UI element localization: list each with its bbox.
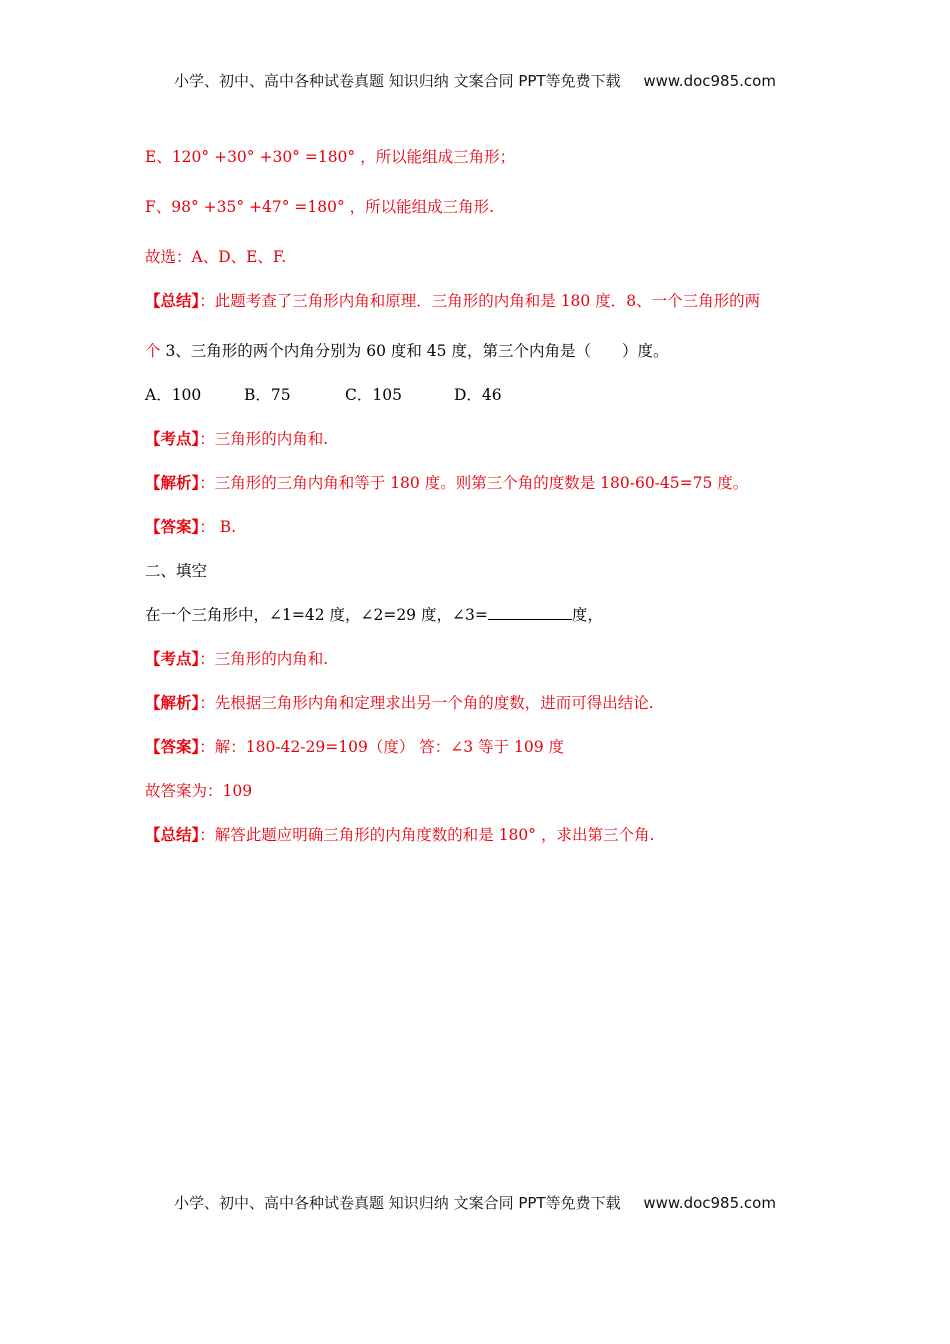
kaodian-1 bbox=[145, 429, 328, 449]
question-text: 3、三角形的两个内角分别为 60 度和 45 度，第三个内角是（ ）度。 bbox=[160, 342, 669, 360]
page-header bbox=[0, 70, 950, 91]
line-f: F、98° +35° +47° =180° ，所以能组成三角形. bbox=[145, 198, 495, 216]
kaodian-text: ：三角形的内角和. bbox=[199, 650, 329, 668]
kaodian-tag: 【考点】 bbox=[145, 649, 200, 668]
line-e: E、120° +30° +30° =180° ，所以能组成三角形； bbox=[145, 148, 516, 166]
answer-line: 故答案为：109 bbox=[145, 782, 253, 800]
jiexi-1 bbox=[145, 473, 748, 493]
summary-text: ：解答此题应明确三角形的内角度数的和是 180° ，求出第三个角. bbox=[199, 826, 655, 844]
option-c: C．105 bbox=[345, 386, 402, 404]
daan-text: ： B. bbox=[199, 518, 237, 536]
jiexi-text: ：先根据三角形内角和定理求出另一个角的度数，进而可得出结论. bbox=[199, 694, 654, 712]
daan-text: ：解：180-42-29=109（度） 答：∠3 等于 109 度 bbox=[199, 738, 564, 756]
question-3 bbox=[145, 341, 668, 361]
fill-question bbox=[145, 605, 603, 625]
section-title: 二、填空 bbox=[145, 562, 208, 580]
header-text: 小学、初中、高中各种试卷真题 知识归纳 文案合同 PPT等免费下载 bbox=[174, 72, 621, 90]
options-row bbox=[145, 385, 502, 405]
daan-tag: 【答案】 bbox=[145, 737, 200, 756]
option-d: D．46 bbox=[454, 386, 502, 404]
question-prefix: 个 bbox=[145, 342, 161, 360]
summary-tag: 【总结】 bbox=[145, 825, 200, 844]
option-a: A．100 bbox=[145, 386, 202, 404]
select-line: 故选：A、D、E、F. bbox=[145, 248, 287, 266]
kaodian-tag: 【考点】 bbox=[145, 429, 200, 448]
footer-url[interactable]: www.doc985.com bbox=[643, 1194, 776, 1212]
jiexi-tag: 【解析】 bbox=[145, 693, 200, 712]
kaodian-2 bbox=[145, 649, 328, 669]
summary-tag: 【总结】 bbox=[145, 291, 200, 310]
kaodian-text: ：三角形的内角和. bbox=[199, 430, 329, 448]
summary-1 bbox=[145, 291, 760, 311]
header-url[interactable]: www.doc985.com bbox=[643, 72, 776, 90]
summary-text: ：此题考查了三角形内角和原理．三角形的内角和是 180 度．8、一个三角形的两 bbox=[199, 292, 761, 310]
summary-2 bbox=[145, 825, 654, 845]
daan-2 bbox=[145, 737, 564, 757]
page-footer bbox=[0, 1192, 950, 1213]
jiexi-tag: 【解析】 bbox=[145, 473, 200, 492]
footer-text: 小学、初中、高中各种试卷真题 知识归纳 文案合同 PPT等免费下载 bbox=[174, 1194, 621, 1212]
fill-question-after: 度， bbox=[571, 606, 603, 624]
daan-1 bbox=[145, 517, 236, 537]
option-b: B．75 bbox=[244, 386, 291, 404]
jiexi-2 bbox=[145, 693, 654, 713]
answer-blank bbox=[488, 605, 572, 620]
daan-tag: 【答案】 bbox=[145, 517, 200, 536]
fill-question-before: 在一个三角形中，∠1=42 度，∠2=29 度，∠3= bbox=[145, 606, 488, 624]
jiexi-text: ：三角形的三角内角和等于 180 度。则第三个角的度数是 180-60-45=75 度。 bbox=[199, 474, 749, 492]
